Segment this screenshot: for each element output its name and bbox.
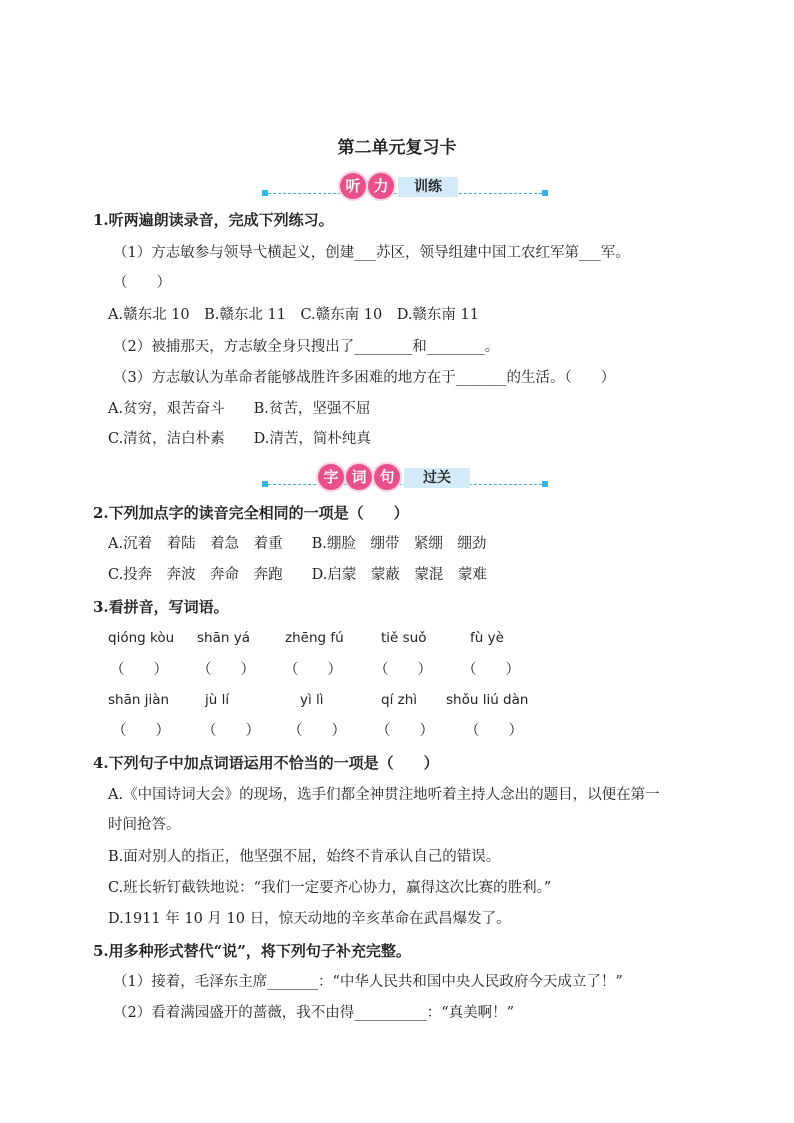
q4-option-d: D.1911 年 10 月 10 日，惊天动地的辛亥革命在武昌爆发了。 bbox=[108, 911, 511, 927]
section-banner-listening bbox=[262, 173, 548, 203]
question-5-stem: 5.用多种形式替代“说”，将下列句子补充完整。 bbox=[93, 942, 411, 960]
pinyin: fù yè bbox=[470, 630, 504, 646]
banner-char: 听 bbox=[340, 173, 366, 199]
banner-char: 词 bbox=[346, 464, 372, 490]
answer-paren: （ ） bbox=[288, 723, 346, 739]
answer-paren: （ ） bbox=[110, 662, 168, 678]
banner-char: 力 bbox=[368, 173, 394, 199]
answer-paren: （ ） bbox=[462, 662, 520, 678]
banner-char: 字 bbox=[318, 464, 344, 490]
q5-sub-2: （2）看着满园盛开的蔷薇，我不由得__________：“真美啊！” bbox=[113, 1005, 515, 1021]
q4-option-a: A.《中国诗词大会》的现场，选手们都全神贯注地听着主持人念出的题目，以便在第一 bbox=[108, 787, 660, 803]
q2-options-2: C.投奔 奔波 奔命 奔跑 D.启蒙 蒙蔽 蒙混 蒙难 bbox=[108, 567, 487, 583]
answer-paren: （ ） bbox=[202, 723, 260, 739]
divider-end-square bbox=[542, 481, 548, 487]
pinyin: tiě suǒ bbox=[381, 630, 427, 646]
banner-tag: 训练 bbox=[398, 177, 458, 197]
answer-paren: （ ） bbox=[465, 723, 523, 739]
question-4-stem: 4.下列句子中加点词语运用不恰当的一项是（ ） bbox=[93, 754, 439, 772]
divider-end-square bbox=[542, 190, 548, 196]
banner-tag: 过关 bbox=[404, 468, 470, 488]
banner-char: 句 bbox=[374, 464, 400, 490]
question-3-stem: 3.看拼音，写词语。 bbox=[93, 598, 229, 616]
q1-sub-3-options-2: C.清贫，洁白朴素 D.清苦，简朴纯真 bbox=[108, 431, 371, 447]
section-banner-words bbox=[262, 464, 548, 494]
q1-sub-1: （1）方志敏参与领导弋横起义，创建___苏区，领导组建中国工农红军第___军。 bbox=[113, 245, 630, 261]
q4-option-b: B.面对别人的指正，他坚强不屈，始终不肯承认自己的错误。 bbox=[108, 849, 501, 865]
page-title: 第二单元复习卡 bbox=[337, 138, 457, 158]
answer-paren: （ ） bbox=[374, 662, 432, 678]
q2-options-1: A.沉着 着陆 着急 着重 B.绷脸 绷带 紧绷 绷劲 bbox=[108, 536, 487, 552]
pinyin: qí zhì bbox=[381, 692, 418, 708]
q1-sub-1-answer-paren: （ ） bbox=[113, 275, 171, 291]
pinyin: qióng kòu bbox=[108, 630, 175, 646]
divider-end-square bbox=[262, 481, 268, 487]
divider-end-square bbox=[262, 190, 268, 196]
q1-sub-3-options-1: A.贫穷，艰苦奋斗 B.贫苦，坚强不屈 bbox=[108, 401, 371, 417]
pinyin: shān jiàn bbox=[108, 692, 170, 708]
answer-paren: （ ） bbox=[112, 723, 170, 739]
q4-option-c: C.班长斩钉截铁地说：“我们一定要齐心协力，赢得这次比赛的胜利。” bbox=[108, 880, 552, 896]
question-1-stem: 1.听两遍朗读录音，完成下列练习。 bbox=[93, 211, 334, 229]
pinyin: shǒu liú dàn bbox=[446, 692, 529, 708]
answer-paren: （ ） bbox=[284, 662, 342, 678]
q1-sub-1-options: A.赣东北 10 B.赣东北 11 C.赣东南 10 D.赣东南 11 bbox=[108, 307, 479, 323]
pinyin: jù lí bbox=[205, 692, 230, 708]
answer-paren: （ ） bbox=[197, 662, 255, 678]
q4-option-a-cont: 时间抢答。 bbox=[108, 817, 181, 833]
q1-sub-2: （2）被捕那天，方志敏全身只搜出了________和________。 bbox=[113, 339, 500, 355]
q5-sub-1: （1）接着，毛泽东主席_______：“中华人民共和国中央人民政府今天成立了！” bbox=[113, 974, 623, 990]
pinyin: shān yá bbox=[197, 630, 250, 646]
question-2-stem: 2.下列加点字的读音完全相同的一项是（ ） bbox=[93, 504, 409, 522]
pinyin: yì lì bbox=[300, 692, 324, 708]
pinyin: zhēng fú bbox=[285, 630, 344, 646]
answer-paren: （ ） bbox=[376, 723, 434, 739]
q1-sub-3: （3）方志敏认为革命者能够战胜许多困难的地方在于_______的生活。（ ） bbox=[113, 370, 616, 386]
